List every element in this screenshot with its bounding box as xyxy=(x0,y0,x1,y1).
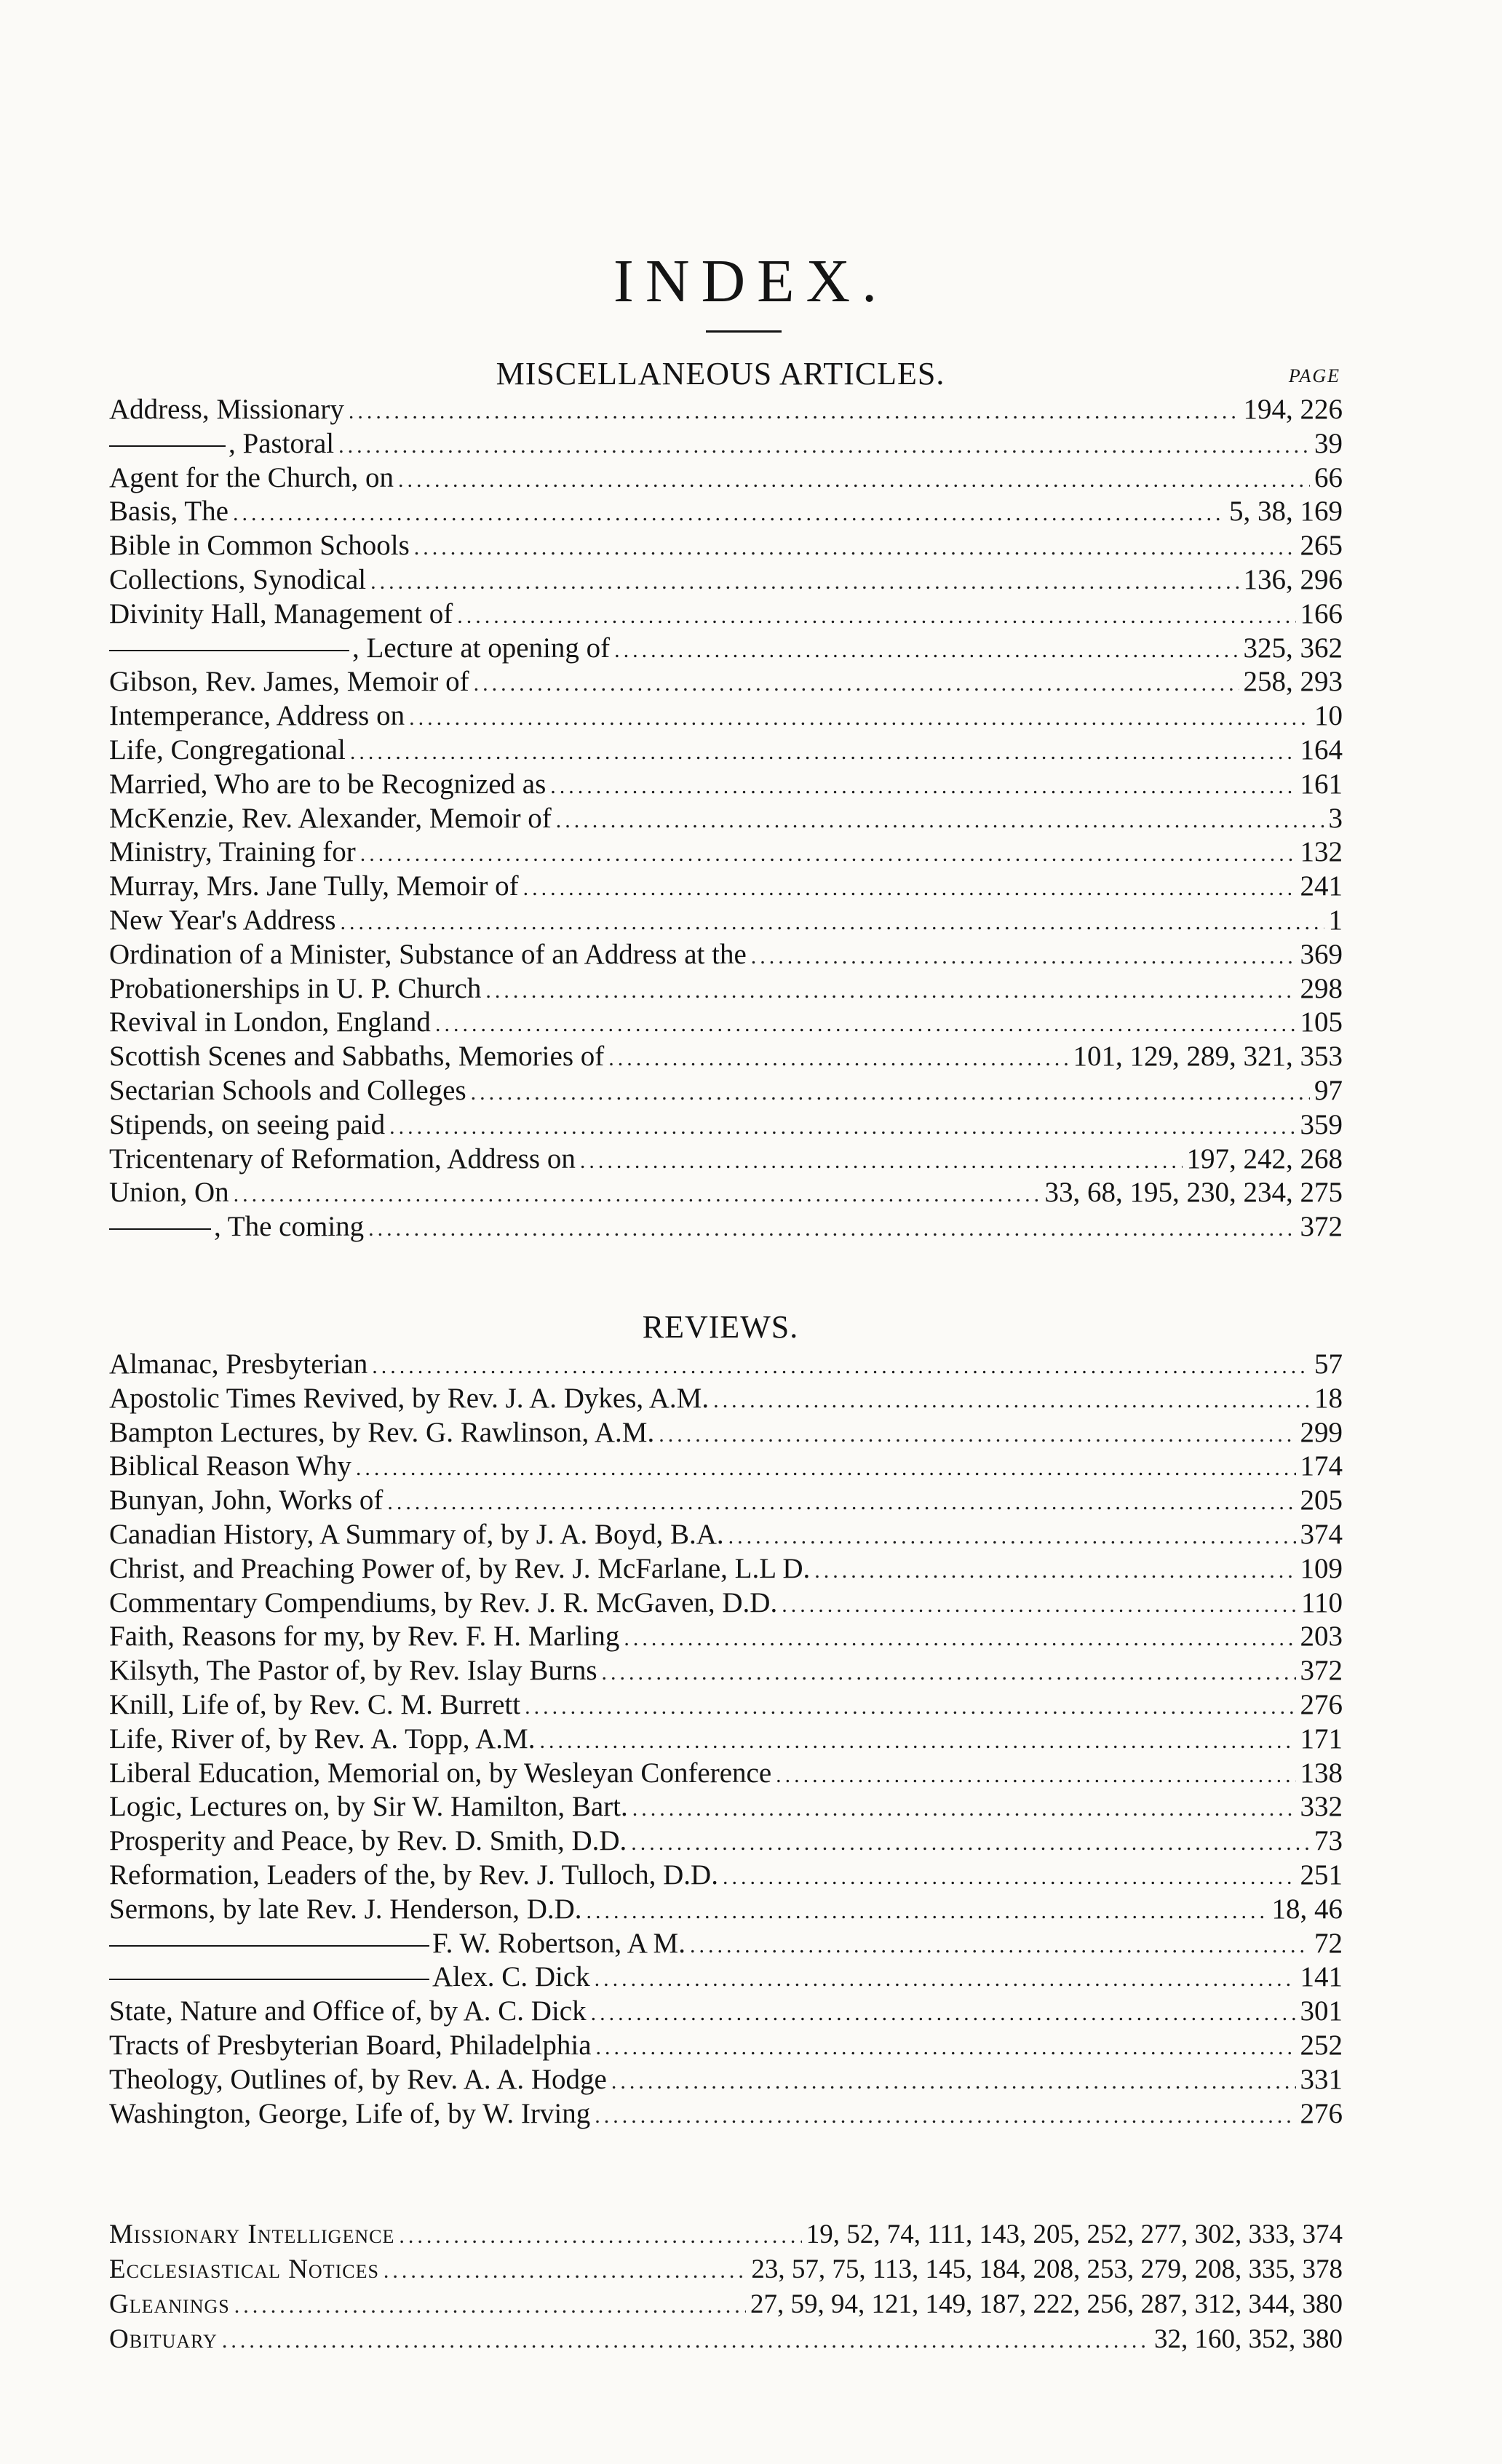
reviews-entry-list xyxy=(109,1348,1343,2131)
entry-title xyxy=(109,734,346,768)
index-entry xyxy=(109,835,1343,870)
dot-leader xyxy=(614,634,1239,666)
dot-leader xyxy=(751,940,1296,972)
dot-leader xyxy=(368,1212,1295,1244)
entry-title xyxy=(109,1484,383,1518)
dot-leader xyxy=(596,2031,1296,2063)
entry-title xyxy=(109,563,366,597)
dot-leader xyxy=(340,906,1324,938)
entry-title xyxy=(109,1210,364,1244)
dot-leader xyxy=(370,565,1239,597)
entry-title xyxy=(109,1348,367,1382)
entry-pages: 166 xyxy=(1300,597,1343,629)
index-entry xyxy=(109,427,1343,461)
dot-leader xyxy=(525,1690,1295,1722)
entry-pages: 164 xyxy=(1300,734,1343,766)
entry-pages: 331 xyxy=(1300,2063,1343,2095)
entry-pages: 72 xyxy=(1314,1927,1343,1959)
index-entry xyxy=(109,597,1343,632)
entry-title-text: Gibson, Rev. James, Memoir of xyxy=(109,666,469,698)
entry-title-text: Stipends, on seeing paid xyxy=(109,1108,386,1140)
entry-title-text: , Pastoral xyxy=(229,427,335,459)
dot-leader xyxy=(814,1554,1295,1586)
index-entry xyxy=(109,1586,1343,1621)
index-entry xyxy=(109,1893,1343,1927)
index-entry xyxy=(109,1824,1343,1859)
entry-title-text: Basis, The xyxy=(109,496,229,528)
entry-pages: 194, 226 xyxy=(1243,394,1343,425)
dot-leader xyxy=(457,600,1295,632)
entry-pages: 301 xyxy=(1300,1995,1343,2027)
entry-title xyxy=(109,870,519,904)
dot-leader xyxy=(398,464,1310,496)
entry-title-text: Life, River of, by Rev. A. Topp, A.M. xyxy=(109,1722,536,1754)
entry-title xyxy=(109,1995,587,2029)
index-entry xyxy=(109,1382,1343,1416)
index-entry xyxy=(109,2322,1343,2357)
entry-pages: 161 xyxy=(1300,768,1343,800)
index-entry xyxy=(109,1142,1343,1177)
entry-title xyxy=(109,529,410,563)
entry-title-text: Kilsyth, The Pastor of, by Rev. Islay Burns xyxy=(109,1655,597,1687)
dot-leader xyxy=(338,429,1310,461)
entry-pages: 23, 57, 75, 113, 145, 184, 208, 253, 279, 208, 335, 378 xyxy=(751,2254,1343,2284)
entry-title-text: Tracts of Presbyterian Board, Philadelphia xyxy=(109,2029,592,2061)
entry-title xyxy=(109,1790,628,1824)
dot-leader xyxy=(399,2219,801,2252)
entry-pages: 57 xyxy=(1314,1348,1343,1380)
dot-leader xyxy=(728,1520,1296,1552)
entry-title-text: Life, Congregational xyxy=(109,734,346,766)
entry-title xyxy=(109,938,747,972)
dot-leader xyxy=(222,2324,1150,2357)
entry-title-text: Canadian History, A Summary of, by J. A. Boyd, B.A. xyxy=(109,1518,724,1550)
dot-leader xyxy=(659,1418,1295,1450)
index-entry xyxy=(109,1348,1343,1382)
entry-title xyxy=(109,2217,394,2252)
entry-pages: 369 xyxy=(1300,938,1343,970)
index-entry xyxy=(109,1450,1343,1484)
entry-title xyxy=(109,1382,709,1416)
index-entry xyxy=(109,1722,1343,1757)
entry-title xyxy=(109,1040,604,1074)
index-entry xyxy=(109,2029,1343,2063)
dot-leader xyxy=(611,2065,1296,2097)
entry-title xyxy=(109,904,335,938)
index-entry xyxy=(109,1859,1343,1893)
entry-title-text: Bampton Lectures, by Rev. G. Rawlinson, A.M. xyxy=(109,1416,655,1448)
dot-leader xyxy=(233,497,1225,529)
entry-pages: 10 xyxy=(1314,700,1343,732)
entry-pages: 66 xyxy=(1314,461,1343,493)
reviews-section-heading: REVIEWS. xyxy=(642,1309,799,1345)
dot-leader xyxy=(580,1145,1183,1177)
entry-title-text: Agent for the Church, on xyxy=(109,461,394,493)
entry-title xyxy=(109,2063,607,2097)
entry-title-text: Alex. C. Dick xyxy=(432,1961,590,1993)
entry-title xyxy=(109,1927,686,1961)
entry-pages: 110 xyxy=(1300,1586,1343,1618)
entry-pages: 32, 160, 352, 380 xyxy=(1154,2324,1343,2354)
entry-pages: 3 xyxy=(1328,802,1343,834)
entry-pages: 241 xyxy=(1300,870,1343,902)
entry-pages: 101, 129, 289, 321, 353 xyxy=(1073,1041,1343,1073)
ditto-dash xyxy=(109,1979,429,1980)
entry-pages: 19, 52, 74, 111, 143, 205, 252, 277, 302, 333, 374 xyxy=(806,2219,1343,2249)
index-entry xyxy=(109,1416,1343,1450)
entry-title xyxy=(109,1176,229,1210)
index-entry xyxy=(109,2063,1343,2097)
dot-leader xyxy=(631,1827,1310,1859)
index-entry xyxy=(109,1757,1343,1791)
dot-leader xyxy=(372,1350,1310,1382)
entry-title xyxy=(109,597,453,632)
entry-title-text: Reformation, Leaders of the, by Rev. J. Tulloch, D.D. xyxy=(109,1859,718,1891)
entry-title-text: Scottish Scenes and Sabbaths, Memories of xyxy=(109,1041,605,1073)
dot-leader xyxy=(690,1929,1310,1961)
entry-title-text: Biblical Reason Why xyxy=(109,1450,351,1482)
title-rule xyxy=(706,330,782,333)
index-entry xyxy=(109,2252,1343,2287)
entry-title-text: Married, Who are to be Recognized as xyxy=(109,768,547,800)
entry-pages: 105 xyxy=(1300,1006,1343,1038)
entry-title-text: Bunyan, John, Works of xyxy=(109,1485,384,1517)
index-entry xyxy=(109,1960,1343,1995)
dot-leader xyxy=(360,838,1296,870)
entry-pages: 359 xyxy=(1300,1108,1343,1140)
entry-pages: 332 xyxy=(1300,1791,1343,1823)
entry-title xyxy=(109,393,344,427)
entry-title-text: Collections, Synodical xyxy=(109,563,367,595)
entry-title xyxy=(109,1620,619,1654)
index-entry xyxy=(109,2217,1343,2252)
entry-title-text: Sermons, by late Rev. J. Henderson, D.D. xyxy=(109,1893,582,1925)
dot-leader xyxy=(350,736,1296,768)
entry-title xyxy=(109,835,356,870)
entry-title-text: McKenzie, Rev. Alexander, Memoir of xyxy=(109,802,552,834)
dot-leader xyxy=(234,1178,1041,1210)
entry-pages: 138 xyxy=(1300,1757,1343,1789)
entry-title-text: Divinity Hall, Management of xyxy=(109,597,453,629)
entry-title-text: Theology, Outlines of, by Rev. A. A. Hodge xyxy=(109,2063,607,2095)
entry-title xyxy=(109,1006,431,1040)
entry-pages: 39 xyxy=(1314,427,1343,459)
dot-leader xyxy=(713,1384,1310,1416)
index-entry xyxy=(109,699,1343,734)
entry-pages: 203 xyxy=(1300,1621,1343,1653)
dot-leader xyxy=(523,872,1296,904)
page-column-label: PAGE xyxy=(1288,365,1340,386)
index-entry xyxy=(109,1654,1343,1688)
entry-title-text: Revival in London, England xyxy=(109,1006,431,1038)
entry-title-text: F. W. Robertson, A M. xyxy=(432,1927,686,1959)
dot-leader xyxy=(409,702,1310,734)
ditto-dash xyxy=(109,445,226,447)
entry-pages: 276 xyxy=(1300,2097,1343,2129)
page-title: INDEX. xyxy=(613,247,889,315)
entry-title-text: Liberal Education, Memorial on, by Wesleyan Conference xyxy=(109,1757,772,1789)
entry-title xyxy=(109,1960,590,1995)
entry-pages: 171 xyxy=(1300,1722,1343,1754)
dot-leader xyxy=(389,1110,1295,1142)
dot-leader xyxy=(595,2099,1295,2131)
entry-title-text: State, Nature and Office of, by A. C. Dick xyxy=(109,1995,587,2027)
entry-pages: 18, 46 xyxy=(1271,1893,1343,1925)
entry-pages: 265 xyxy=(1300,530,1343,562)
entry-title-text: Intemperance, Address on xyxy=(109,700,405,732)
dot-leader xyxy=(384,2254,747,2287)
entry-pages: 252 xyxy=(1300,2029,1343,2061)
entry-pages: 276 xyxy=(1300,1688,1343,1720)
entry-title-text: Address, Missionary xyxy=(109,394,344,425)
entry-pages: 197, 242, 268 xyxy=(1186,1142,1343,1175)
ditto-dash xyxy=(109,650,349,651)
entry-title-text: Tricentenary of Reformation, Address on xyxy=(109,1142,576,1175)
index-entry xyxy=(109,2097,1343,2131)
entry-title-text: Sectarian Schools and Colleges xyxy=(109,1074,466,1106)
entry-pages: 372 xyxy=(1300,1655,1343,1687)
misc-section-heading: MISCELLANEOUS ARTICLES. xyxy=(496,356,945,392)
index-entry xyxy=(109,393,1343,427)
dot-leader xyxy=(624,1622,1295,1654)
dot-leader xyxy=(591,1997,1296,2029)
entry-pages: 5, 38, 169 xyxy=(1229,496,1343,528)
index-entry xyxy=(109,1108,1343,1142)
dot-leader xyxy=(602,1656,1296,1688)
entry-title-text: Probationerships in U. P. Church xyxy=(109,972,482,1004)
entry-title xyxy=(109,1824,627,1859)
entry-title xyxy=(109,1586,777,1621)
misc-entry-list xyxy=(109,393,1343,1244)
dot-leader xyxy=(782,1589,1297,1621)
dot-leader xyxy=(349,395,1239,427)
dot-leader xyxy=(776,1759,1295,1791)
index-entry xyxy=(109,870,1343,904)
index-entry xyxy=(109,2287,1343,2322)
index-entry xyxy=(109,1995,1343,2029)
entry-title xyxy=(109,1654,597,1688)
entry-pages: 258, 293 xyxy=(1243,666,1343,698)
entry-title xyxy=(109,632,610,666)
dot-leader xyxy=(474,667,1239,699)
entry-pages: 298 xyxy=(1300,972,1343,1004)
entry-pages: 299 xyxy=(1300,1416,1343,1448)
dot-leader xyxy=(414,531,1296,563)
entry-pages: 18 xyxy=(1314,1382,1343,1414)
entry-title xyxy=(109,1142,576,1177)
entry-pages: 132 xyxy=(1300,836,1343,868)
index-entry xyxy=(109,904,1343,938)
entry-title xyxy=(109,1518,724,1552)
index-entry xyxy=(109,1518,1343,1552)
entry-title xyxy=(109,2029,592,2063)
ditto-dash xyxy=(109,1945,429,1947)
dot-leader xyxy=(587,1895,1268,1927)
entry-title-text: Christ, and Preaching Power of, by Rev. J. McFarlane, L.L D. xyxy=(109,1552,811,1584)
index-entry xyxy=(109,495,1343,529)
entry-title-text: Ministry, Training for xyxy=(109,836,356,868)
entry-title xyxy=(109,768,546,802)
entry-title xyxy=(109,1552,810,1586)
entry-pages: 136, 296 xyxy=(1243,563,1343,595)
index-entry xyxy=(109,461,1343,496)
entry-pages: 372 xyxy=(1300,1211,1343,1243)
index-entry xyxy=(109,1790,1343,1824)
index-entry xyxy=(109,1552,1343,1586)
entry-title-text: Knill, Life of, by Rev. C. M. Burrett xyxy=(109,1688,521,1720)
dot-leader xyxy=(539,1725,1295,1757)
entry-pages: 374 xyxy=(1300,1518,1343,1550)
index-entry xyxy=(109,972,1343,1006)
entry-pages: 141 xyxy=(1300,1961,1343,1993)
index-entry xyxy=(109,665,1343,699)
entry-title-text: Obituary xyxy=(109,2324,218,2354)
entry-pages: 205 xyxy=(1300,1485,1343,1517)
index-entry xyxy=(109,563,1343,597)
entry-title xyxy=(109,972,481,1006)
entry-title xyxy=(109,2287,230,2322)
index-entry xyxy=(109,734,1343,768)
index-entry xyxy=(109,1210,1343,1244)
dot-leader xyxy=(435,1008,1296,1040)
entry-title xyxy=(109,1722,535,1757)
dot-leader xyxy=(234,2289,746,2322)
entry-pages: 73 xyxy=(1314,1825,1343,1857)
entry-title xyxy=(109,461,394,496)
entry-pages: 1 xyxy=(1328,904,1343,936)
dot-leader xyxy=(550,770,1295,802)
entry-title-text: New Year's Address xyxy=(109,904,336,936)
index-entry xyxy=(109,1074,1343,1108)
entry-title-text: , The coming xyxy=(214,1211,365,1243)
entry-title-text: , Lecture at opening of xyxy=(352,632,611,664)
dot-leader xyxy=(387,1486,1295,1518)
entry-title-text: Ordination of a Minister, Substance of an Address at the xyxy=(109,938,747,970)
entry-title xyxy=(109,1859,718,1893)
index-entry xyxy=(109,1927,1343,1961)
entry-title xyxy=(109,2252,379,2287)
index-entry xyxy=(109,768,1343,802)
entry-title xyxy=(109,2097,590,2131)
entry-title xyxy=(109,1450,351,1484)
dot-leader xyxy=(471,1076,1310,1108)
entry-title xyxy=(109,2322,218,2357)
entry-title xyxy=(109,1074,466,1108)
dot-leader xyxy=(595,1963,1296,1995)
index-entry xyxy=(109,938,1343,972)
index-entry xyxy=(109,1620,1343,1654)
notices-entry-list xyxy=(109,2217,1343,2357)
dot-leader xyxy=(485,974,1295,1006)
index-entry xyxy=(109,1688,1343,1722)
entry-pages: 33, 68, 195, 230, 234, 275 xyxy=(1044,1177,1343,1209)
dot-leader xyxy=(632,1792,1296,1824)
index-entry xyxy=(109,1176,1343,1210)
index-entry xyxy=(109,802,1343,836)
entry-title xyxy=(109,665,469,699)
entry-title-text: Commentary Compendiums, by Rev. J. R. McGaven, D.D. xyxy=(109,1586,778,1618)
index-entry xyxy=(109,632,1343,666)
entry-title-text: Logic, Lectures on, by Sir W. Hamilton, Bart. xyxy=(109,1791,628,1823)
entry-title-text: Gleanings xyxy=(109,2289,230,2319)
entry-title xyxy=(109,495,229,529)
dot-leader xyxy=(723,1861,1296,1893)
ditto-dash xyxy=(109,1228,211,1230)
entry-title-text: Apostolic Times Revived, by Rev. J. A. Dykes, A.M. xyxy=(109,1382,710,1414)
index-entry xyxy=(109,1006,1343,1040)
entry-title xyxy=(109,699,405,734)
entry-title-text: Murray, Mrs. Jane Tully, Memoir of xyxy=(109,870,519,902)
entry-pages: 109 xyxy=(1300,1552,1343,1584)
entry-title xyxy=(109,1416,654,1450)
entry-pages: 97 xyxy=(1314,1074,1343,1106)
entry-pages: 27, 59, 94, 121, 149, 187, 222, 256, 287, 312, 344, 380 xyxy=(750,2289,1343,2319)
index-entry xyxy=(109,1484,1343,1518)
entry-title xyxy=(109,802,552,836)
index-entry xyxy=(109,529,1343,563)
entry-title xyxy=(109,427,334,461)
entry-title-text: Missionary Intelligence xyxy=(109,2219,395,2249)
entry-title xyxy=(109,1688,520,1722)
entry-title-text: Prosperity and Peace, by Rev. D. Smith, D.D. xyxy=(109,1825,627,1857)
entry-pages: 325, 362 xyxy=(1243,632,1343,664)
entry-title-text: Almanac, Presbyterian xyxy=(109,1348,368,1380)
dot-leader xyxy=(556,804,1324,836)
entry-title-text: Bible in Common Schools xyxy=(109,530,410,562)
dot-leader xyxy=(356,1452,1296,1484)
entry-title xyxy=(109,1757,771,1791)
entry-title-text: Ecclesiastical Notices xyxy=(109,2254,379,2284)
entry-title-text: Washington, George, Life of, by W. Irving xyxy=(109,2097,591,2129)
entry-pages: 174 xyxy=(1300,1450,1343,1482)
index-entry xyxy=(109,1040,1343,1074)
entry-title xyxy=(109,1108,385,1142)
entry-pages: 251 xyxy=(1300,1859,1343,1891)
entry-title-text: Faith, Reasons for my, by Rev. F. H. Marling xyxy=(109,1621,620,1653)
dot-leader xyxy=(608,1042,1068,1074)
entry-title-text: Union, On xyxy=(109,1177,229,1209)
entry-title xyxy=(109,1893,582,1927)
